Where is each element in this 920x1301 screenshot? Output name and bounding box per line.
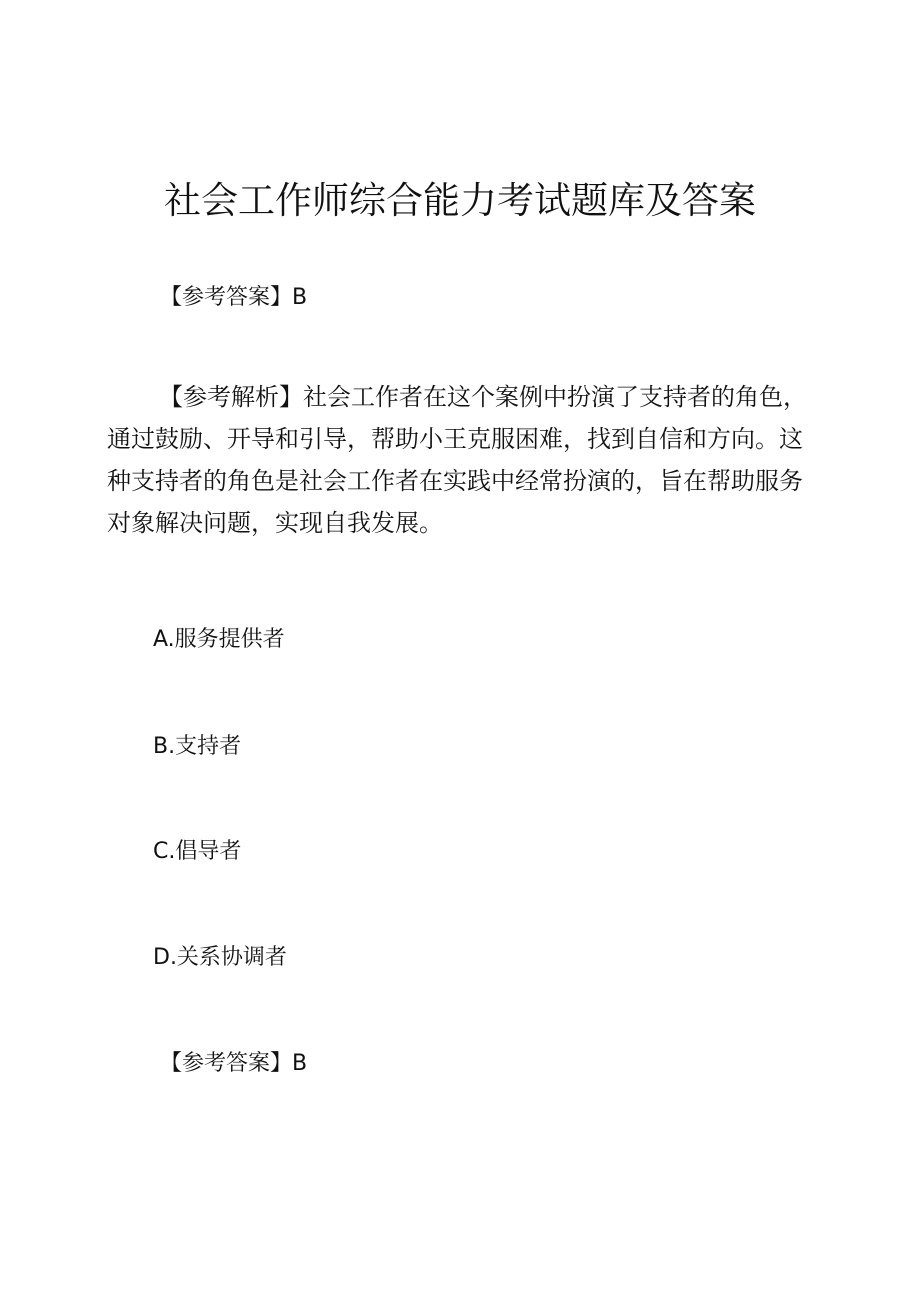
- document-title: 社会工作师综合能力考试题库及答案: [164, 179, 756, 222]
- option-b: B.支持者: [153, 734, 242, 759]
- option-d: D.关系协调者: [153, 945, 287, 970]
- option-c: C.倡导者: [153, 839, 242, 864]
- reference-answer-second: 【参考答案】B: [160, 1051, 308, 1076]
- reference-answer: 【参考答案】B: [160, 285, 308, 310]
- reference-analysis: [107, 376, 807, 544]
- analysis-text: 【参考解析】社会工作者在这个案例中扮演了支持者的角色，通过鼓励、开导和引导，帮助小王克服困难，找到自信和方向。这种支持者的角色是社会工作者在实践中经常扮演的，旨在帮助服务对象解决问题，实现自我发展。: [107, 383, 807, 537]
- option-a: A.服务提供者: [153, 627, 285, 652]
